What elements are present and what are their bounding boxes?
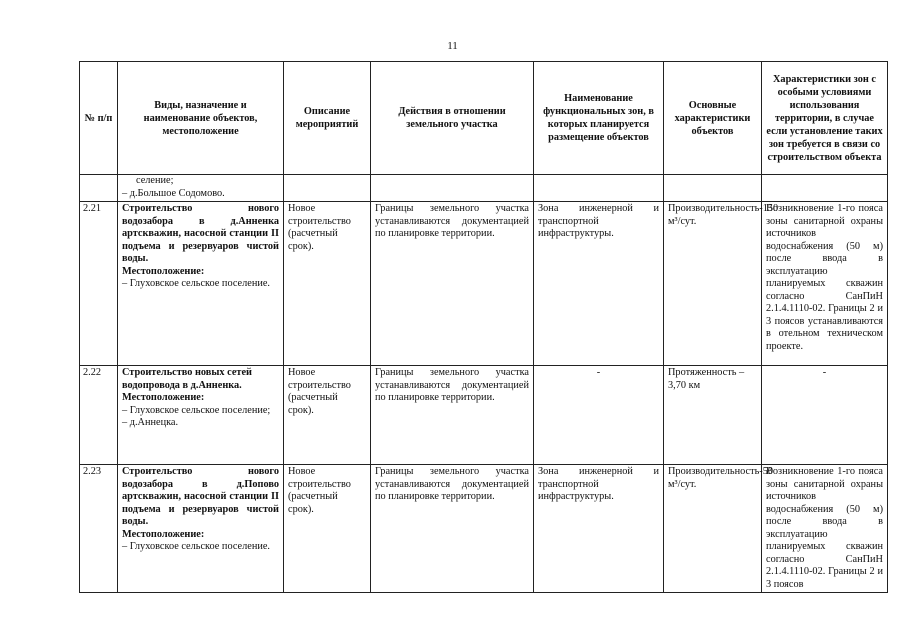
object-cell [118,465,284,593]
special-cell: - [762,366,888,465]
header-actions: Действия в отношении земельного участка [371,62,534,175]
location-item: – Глуховское сельское поселение; [122,404,271,416]
objects-table [79,61,888,593]
table-header-row [80,62,888,175]
row-number: 2.23 [80,465,118,593]
location-label: Местоположение: [122,528,205,540]
table-row [80,202,888,366]
header-num: № п/п [80,62,118,175]
continuation-line: – д.Большое Содомово. [122,187,225,199]
description-cell: Новое строительство (расчетный срок). [284,465,371,593]
location-item: – Глуховское сельское поселение. [122,278,270,289]
location-label: Местоположение: [122,265,205,277]
zone-cell: Зона инженерной и транспортной инфраструктуры. [534,465,664,593]
header-zones: Наименование функциональных зон, в которых планируется размещение объектов [534,62,664,175]
description-cell: Новое строительство (расчетный срок). [284,202,371,366]
object-title: Строительство нового водозабора в д.Попово артскважин, насосной станции II подъема и резервуаров чистой воды. [122,466,279,527]
actions-cell: Границы земельного участка устанавливаются документацией по планировке территории. [371,465,534,593]
characteristics-cell: Производительность-150 м³/сут. [664,202,762,366]
continuation-cell [118,175,284,202]
row-number: 2.21 [80,202,118,366]
continuation-row [80,175,888,202]
header-types: Виды, назначение и наименование объектов, местоположение [118,62,284,175]
actions-cell: Границы земельного участка устанавливаются документацией по планировке территории. [371,366,534,465]
special-cell: Возникновение 1-го пояса зоны санитарной охраны источников водоснабжения (50 м) после ввода в эксплуатацию планируемых скважин согласно СанПиН 2.1.4.1110-02. Границы 2 и 3 поясов устанавливаются в отельном техническом проекте. [762,202,888,366]
object-cell [118,202,284,366]
header-characteristics: Основные характеристики объектов [664,62,762,175]
characteristics-cell: Производительность-50 м³/сут. [664,465,762,593]
object-title: Строительство новых сетей водопровода в д.Анненка. [122,367,252,391]
location-item: – Глуховское сельское поселение. [122,541,270,552]
header-description: Описание мероприятий [284,62,371,175]
header-special: Характеристики зон с особыми условиями использования территории, в случае если установление таких зон требуется в связи со строительством объекта [762,62,888,175]
location-label: Местоположение: [122,392,205,403]
characteristics-cell: Протяженность – 3,70 км [664,366,762,465]
zone-cell: - [534,366,664,465]
page-number: 11 [447,40,458,52]
location-item: – д.Аннецка. [122,417,179,428]
special-cell: Возникновение 1-го пояса зоны санитарной охраны источников водоснабжения (50 м) после ввода в эксплуатацию планируемых скважин согласно СанПиН 2.1.4.1110-02. Границы 2 и 3 поясов [762,465,888,593]
continuation-line: селение; [136,175,174,186]
zone-cell: Зона инженерной и транспортной инфраструктуры. [534,202,664,366]
object-cell [118,366,284,465]
actions-cell: Границы земельного участка устанавливаются документацией по планировке территории. [371,202,534,366]
description-cell: Новое строительство (расчетный срок). [284,366,371,465]
table-row [80,366,888,465]
table-row [80,465,888,593]
row-number: 2.22 [80,366,118,465]
object-title: Строительство нового водозабора в д.Анненка артскважин, насосной станции II подъема и резервуаров чистой воды. [122,203,279,264]
